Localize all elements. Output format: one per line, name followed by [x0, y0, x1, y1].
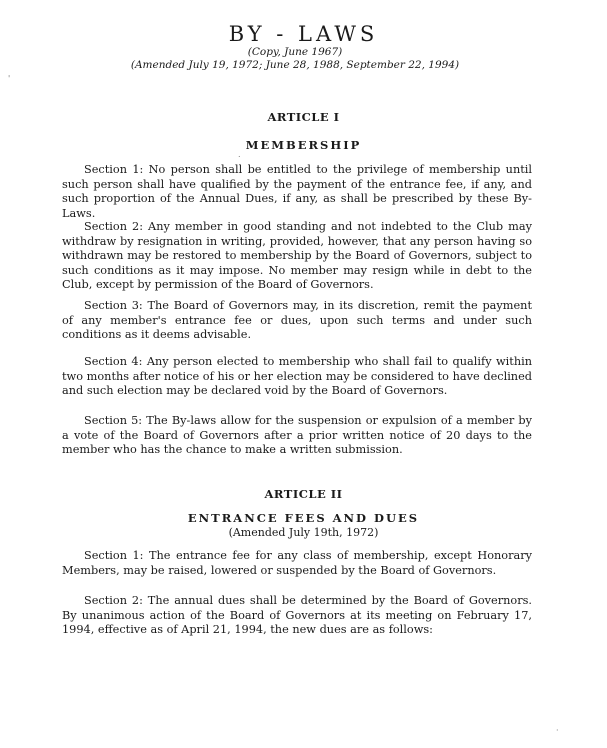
- section-label: Section 4:: [84, 355, 143, 368]
- section-label: Section 1:: [84, 163, 144, 176]
- document-title: BY - LAWS: [228, 22, 379, 46]
- article-2-section-2: [62, 594, 532, 638]
- copy-note: (Copy, June 1967): [247, 46, 343, 58]
- article-2-amendment: (Amended July 19th, 1972): [228, 526, 379, 539]
- article-1-heading: MEMBERSHIP: [245, 138, 362, 152]
- section-text: No person shall be entitled to the privilege of membership until such person shall have qualified by the payment of the entrance fee, if any, and such proportion of the Annual Dues, if any, as shall be prescribed by these By-Laws.: [62, 163, 532, 220]
- section-text: Any member in good standing and not indebted to the Club may withdraw by resignation in writing, provided, however, that any person having so withdrawn may be restored to membership by the Board of Governors, subject to such conditions as it may impose. No member may resign while in debt to the Club, except by permission of the Board of Governors.: [62, 220, 532, 291]
- scan-speck: .: [238, 150, 241, 159]
- article-2-heading: ENTRANCE FEES AND DUES: [187, 511, 420, 525]
- section-label: Section 2:: [84, 220, 143, 233]
- section-label: Section 1:: [84, 549, 144, 562]
- amendment-note: (Amended July 19, 1972; June 28, 1988, September 22, 1994): [130, 59, 460, 71]
- article-1-section-1: [62, 163, 532, 221]
- article-2-label: ARTICLE II: [264, 487, 343, 501]
- article-1-section-2: [62, 220, 532, 293]
- section-label: Section 3:: [84, 299, 143, 312]
- section-text: The By-laws allow for the suspension or expulsion of a member by a vote of the Board of Governors after a prior written notice of 20 days to the member who has the chance to make a written submission.: [62, 414, 532, 456]
- scan-speck: ·: [556, 726, 559, 735]
- article-1-section-5: [62, 414, 532, 458]
- section-text: Any person elected to membership who shall fail to qualify within two months after notice of his or her election may be considered to have declined and such election may be declared void by the Board of Governors.: [62, 355, 533, 397]
- scan-speck: ': [8, 74, 11, 83]
- section-text: The Board of Governors may, in its discretion, remit the payment of any member's entrance fee or dues, upon such terms and under such conditions as it deems advisable.: [62, 299, 532, 341]
- article-2-section-1: [62, 549, 532, 578]
- article-1-section-3: [62, 299, 532, 343]
- section-text: The annual dues shall be determined by the Board of Governors. By unanimous action of the Board of Governors at its meeting on February 17, 1994, effective as of April 21, 1994, the new dues are as follows:: [62, 594, 532, 636]
- article-1-section-4: [62, 355, 532, 399]
- section-text: The entrance fee for any class of membership, except Honorary Members, may be raised, lowered or suspended by the Board of Governors.: [62, 549, 532, 577]
- article-1-label: ARTICLE I: [267, 110, 340, 124]
- section-label: Section 5:: [84, 414, 143, 427]
- section-label: Section 2:: [84, 594, 143, 607]
